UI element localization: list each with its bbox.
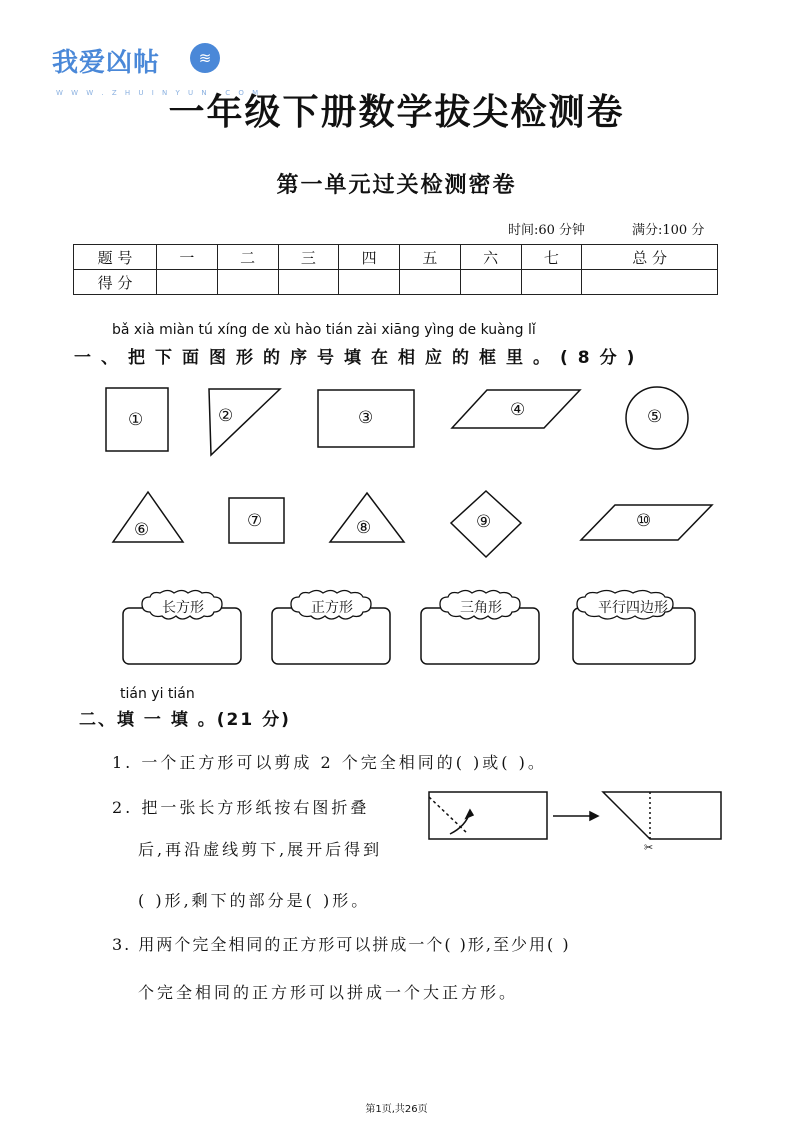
page-subtitle: 第一单元过关检测密卷 [276, 173, 517, 198]
shape-label-6: ⑥ [134, 520, 150, 540]
scissors-icon: ✂ [644, 841, 654, 854]
question-2-line-2: 后,再沿虚线剪下,展开后得到 [138, 840, 383, 859]
score-header-cell: 总 分 [582, 245, 718, 270]
page-footer: 第1页,共26页 [365, 1104, 428, 1115]
box-label-triangle: 三角形 [460, 600, 502, 616]
arrow-head [590, 812, 598, 820]
logo-text: 我爱凶帖 [52, 48, 161, 78]
score-header-cell: 二 [217, 245, 278, 270]
shape-label-1: ① [128, 410, 144, 430]
question-2-line-1: 2. 把一张长方形纸按右图折叠 [112, 798, 370, 817]
fold-figure-before [429, 792, 547, 839]
score-header-cell: 六 [460, 245, 521, 270]
score-header-cell: 题 号 [74, 245, 157, 270]
time-limit: 时间:60 分钟 [508, 223, 586, 238]
logo-badge-icon: ≋ [190, 43, 220, 73]
shape-label-10: ⑩ [636, 511, 652, 531]
question-3-line-1: 3. 用两个完全相同的正方形可以拼成一个( )形,至少用( ) [112, 935, 571, 954]
full-score: 满分:100 分 [632, 223, 705, 238]
shape-label-5: ⑤ [647, 407, 663, 427]
score-header-cell: 七 [521, 245, 582, 270]
fold-figure-after [603, 792, 721, 839]
shape-label-8: ⑧ [356, 518, 372, 538]
score-row-label: 得 分 [74, 270, 157, 295]
shape-label-7: ⑦ [247, 511, 263, 531]
box-label-rectangle: 长方形 [162, 600, 204, 616]
section2-pinyin: tián yi tián [120, 686, 195, 702]
score-header-cell: 五 [400, 245, 461, 270]
question-1: 1. 一个正方形可以剪成 2 个完全相同的( )或( )。 [112, 753, 547, 772]
shape-label-4: ④ [510, 400, 526, 420]
score-header-cell: 一 [157, 245, 218, 270]
question-2-line-3: ( )形,剩下的部分是( )形。 [138, 891, 371, 910]
section1-heading: 一、把下面图形的序号填在相应的框里。(8分) [74, 348, 645, 368]
question-3-line-2: 个完全相同的正方形可以拼成一个大正方形。 [138, 983, 519, 1002]
score-header-cell: 四 [339, 245, 400, 270]
box-label-square: 正方形 [311, 600, 353, 616]
page-title: 一年级下册数学拔尖检测卷 [168, 92, 625, 133]
shape-label-9: ⑨ [476, 512, 492, 532]
box-label-parallelogram: 平行四边形 [598, 600, 668, 616]
section1-pinyin: bǎ xià miàn tú xíng de xù hào tián zài xiāng yìng de kuàng lǐ [112, 322, 536, 338]
logo-url: W W W . Z H U I N Y U N . C O M [56, 89, 262, 97]
section2-heading: 二、填 一 填 。(21 分) [79, 710, 291, 730]
shape-label-3: ③ [358, 408, 374, 428]
shape-label-2: ② [218, 406, 234, 426]
score-header-cell: 三 [278, 245, 339, 270]
